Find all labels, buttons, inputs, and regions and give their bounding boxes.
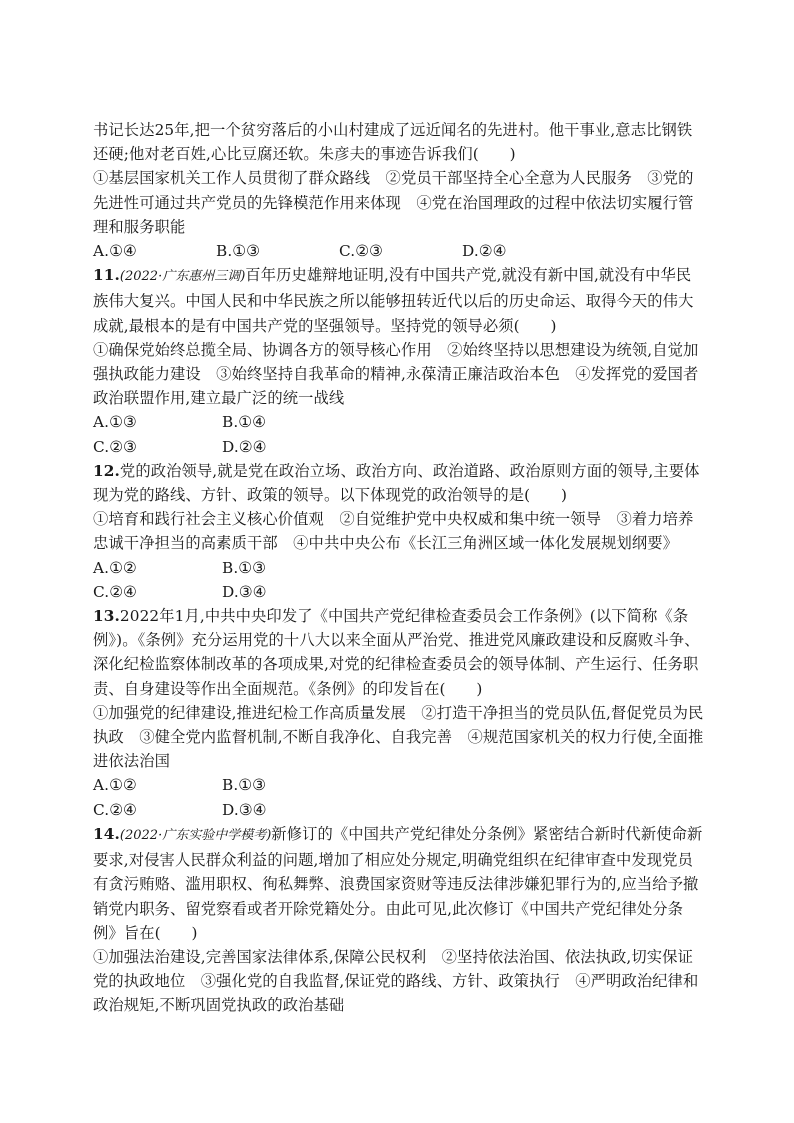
q12-options-row1: [93, 556, 705, 580]
q13-option-b: B.①③: [222, 776, 266, 795]
q10-stem: 书记长达25年,把一个贫穷落后的小山村建成了远近闻名的先进村。他干事业,意志比钢铁还硬;他对老百姓,心比豆腐还软。朱彦夫的事迹告诉我们( ): [93, 121, 693, 164]
q12-options-row2: [93, 580, 705, 604]
q12-option-d: D.③④: [222, 582, 267, 601]
q13-stem-text: 2022年1月,中共中央印发了《中国共产党纪律检查委员会工作条例》(以下简称《条例》)。《条例》充分运用党的十八大以来全面从严治党、推进党风廉政建设和反腐败斗争、深化纪检监察体制改革的各项成果,对党的纪律检查委员会的领导体制、产生运行、任务职责、自身建设等作出全面规范。《条例》的印发旨在( ): [93, 607, 700, 698]
q14-source: (2022·广东实验中学模考): [119, 827, 272, 843]
q10-option-b: B.①③: [216, 242, 260, 261]
q13-options-row1: [93, 773, 705, 797]
q10-statements: ①基层国家机关工作人员贯彻了群众路线 ②党员干部坚持全心全意为人民服务 ③党的先进性可通过共产党员的先锋模范作用来体现 ④党在治国理政的过程中依法切实履行管理和服务职能: [93, 169, 694, 236]
q14-stem-text: 新修订的《中国共产党纪律处分条例》紧密结合新时代新使命新要求,对侵害人民群众利益的问题,增加了相应处分规定,明确党组织在纪律审查中发现党员有贪污贿赂、滥用职权、徇私舞弊、浪费国家资财等违反法律涉嫌犯罪行为的,应当给予撤销党内职务、留党察看或者开除党籍处分。由此可见,此次修订《中国共产党纪律处分条例》旨在( ): [93, 824, 703, 942]
q12-stem: [93, 459, 705, 507]
q14-stem: [93, 822, 705, 945]
q12-stem-text: 党的政治领导,就是党在政治立场、政治方向、政治道路、政治原则方面的领导,主要体现为党的路线、方针、政策的领导。以下体现党的政治领导的是( ): [93, 461, 700, 505]
q11-option-b: B.①④: [222, 413, 266, 432]
q14-statements: ①加强法治建设,完善国家法律体系,保障公民权利 ②坚持依法治国、依法执政,切实保证党的执政地位 ③强化党的自我监督,保证党的路线、方针、政策执行 ④严明政治纪律和政治规矩,不断巩固党执政的政治基础: [93, 947, 699, 1015]
q13-number: 13.: [93, 607, 120, 626]
q12-option-b: B.①③: [222, 558, 266, 577]
q13-options-row2: [93, 798, 705, 822]
q11-stem-text: 百年历史雄辩地证明,没有中国共产党,就没有新中国,就没有中华民族伟大复兴。中国人民和中华民族之所以能够扭转近代以后的历史命运、取得今天的伟大成就,最根本的是有中国共产党的坚强领导。坚持党的领导必须( ): [93, 266, 694, 335]
q13-option-c: C.②④: [93, 800, 137, 819]
q12-option-a: A.①②: [93, 558, 137, 577]
q13-stem: [93, 604, 705, 701]
q13-option-a: A.①②: [93, 776, 137, 795]
q11-source: (2022·广东惠州三调): [119, 269, 246, 285]
q11-option-c: C.②③: [93, 437, 137, 456]
q10-options: [93, 239, 705, 263]
q12-option-c: C.②④: [93, 582, 137, 601]
q13-statements: ①加强党的纪律建设,推进纪检工作高质量发展 ②打造干净担当的党员队伍,督促党员为民执政 ③健全党内监督机制,不断自我净化、自我完善 ④规范国家机关的权力行使,全面推进依法治国: [93, 703, 704, 771]
q11-options-row2: [93, 435, 705, 459]
q10-option-a: A.①④: [93, 242, 137, 261]
q11-option-d: D.②④: [222, 437, 267, 456]
document-body: [93, 118, 705, 1018]
q11-statements: ①确保党始终总揽全局、协调各方的领导核心作用 ②始终坚持以思想建设为统领,自觉加强执政能力建设 ③始终坚持自我革命的精神,永葆清正廉洁政治本色 ④发挥党的爱国者政治联盟作用,建立最广泛的统一战线: [93, 340, 699, 408]
q11-options-row1: [93, 410, 705, 434]
q10-option-d: D.②④: [462, 242, 507, 261]
q11-number: 11.: [93, 266, 120, 285]
q13-option-d: D.③④: [222, 800, 267, 819]
q11-option-a: A.①③: [93, 413, 137, 432]
q12-statements: ①培育和践行社会主义核心价值观 ②自觉维护党中央权威和集中统一领导 ③着力培养忠诚干净担当的高素质干部 ④中共中央公布《长江三角洲区域一体化发展规划纲要》: [93, 510, 694, 553]
q14-number: 14.: [93, 824, 120, 843]
q11-stem: [93, 263, 705, 338]
q10-option-c: C.②③: [339, 242, 383, 261]
q12-number: 12.: [93, 461, 120, 480]
